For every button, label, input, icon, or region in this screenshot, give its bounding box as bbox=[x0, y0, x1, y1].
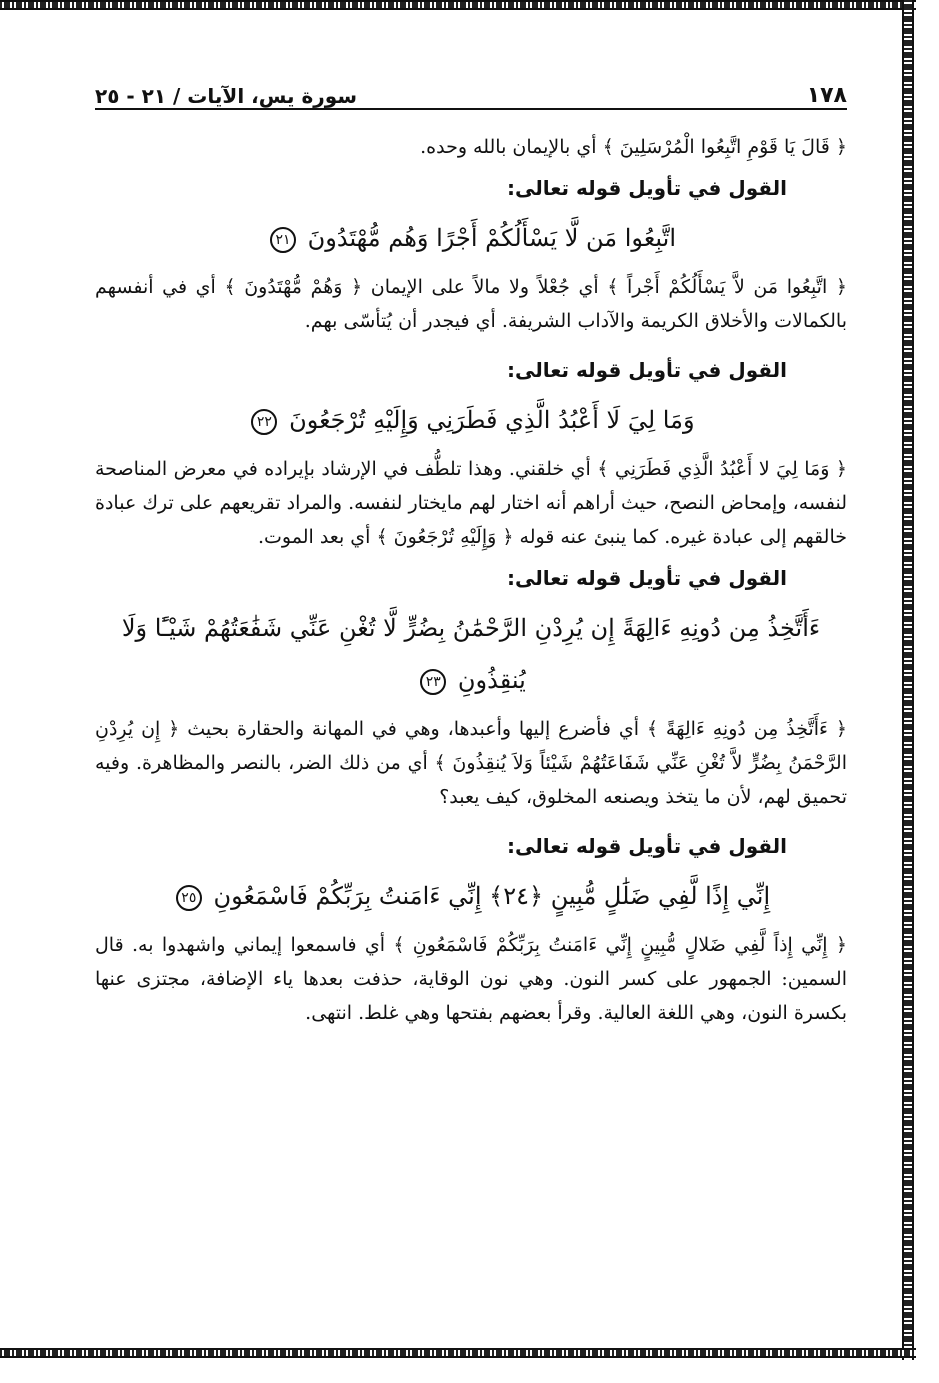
page-content bbox=[95, 130, 847, 1030]
quran-verse bbox=[95, 212, 847, 264]
page bbox=[95, 60, 847, 1024]
commentary-paragraph: ﴿ وَمَا لِيَ لا أَعْبُدُ الَّذِي فَطَرَنِي ﴾ أي خلقني. وهذا تلطُّف في الإرشاد بإيراده في معرض المناصحة لنفسه، وإمحاض النصح، حيث أراهم أنه اختار لهم مايختار لنفسه. والمراد تقريعهم على ترك عبادة خالقهم إلى عبادة غيره. كما ينبئ عنه قوله ﴿ وَإِلَيْهِ تُرْجَعُونَ ﴾ أي بعد الموت. bbox=[95, 458, 847, 548]
section-heading: القول في تأويل قوله تعالى: bbox=[507, 358, 787, 382]
commentary-paragraph: ﴿ اتَّبِعُوا مَن لاَّ يَسْأَلُكُمْ أَجْراً ﴾ أي جُعْلاً ولا مالاً على الإيمان ﴿ وَهُمْ مُّهْتَدُونَ ﴾ أي في أنفسهم بالكمالات والأخلاق الكريمة والآداب الشريفة. أي فيجدر أن يُتأسّى بهم. bbox=[95, 276, 847, 332]
section-heading: القول في تأويل قوله تعالى: bbox=[507, 834, 787, 858]
commentary-paragraph: ﴿ قَالَ يَا قَوْمِ اتَّبِعُوا الْمُرْسَلِينَ ﴾ أي بالإيمان بالله وحده. bbox=[420, 136, 847, 158]
verse-number: ٢٣ bbox=[420, 669, 446, 695]
page-header bbox=[95, 60, 847, 110]
section-heading: القول في تأويل قوله تعالى: bbox=[507, 566, 787, 590]
border-right bbox=[902, 0, 914, 1360]
verse-text: إِنِّي إِذًا لَّفِي ضَلَٰلٍ مُّبِينٍ ﴿٢٤﴾ إِنِّي ءَامَنتُ بِرَبِّكُمْ فَاسْمَعُونِ bbox=[213, 882, 771, 910]
verse-text: اتَّبِعُوا مَن لَّا يَسْأَلُكُمْ أَجْرًا وَهُم مُّهْتَدُونَ bbox=[307, 224, 676, 252]
quran-verse bbox=[95, 602, 847, 706]
verse-number: ٢١ bbox=[270, 227, 296, 253]
section-heading: القول في تأويل قوله تعالى: bbox=[507, 176, 787, 200]
commentary-paragraph: ﴿ إِنِّي إِذاً لَّفِي ضَلالٍ مُّبِينٍ إِنِّي ءَامَنتُ بِرَبِّكُمْ فَاسْمَعُونِ ﴾ أي فاسمعوا إيماني واشهدوا به. قال السمين: الجمهور على كسر النون. وهي نون الوقاية، حذفت بعدها ياء الإضافة، مجتزى عنها بكسرة النون، وهي اللغة العالية. وقرأ بعضهم بفتحها وهي غلط. انتهى. bbox=[95, 934, 847, 1024]
page-number: ١٧٨ bbox=[806, 83, 847, 108]
quran-verse bbox=[95, 394, 847, 446]
quran-verse bbox=[95, 870, 847, 922]
running-title: سورة يس، الآيات / ٢١ - ٢٥ bbox=[95, 84, 358, 108]
verse-number: ٢٥ bbox=[176, 885, 202, 911]
verse-text: ءَأَتَّخِذُ مِن دُونِهِ ءَالِهَةً إِن يُرِدْنِ الرَّحْمَٰنُ بِضُرٍّ لَّا تُغْنِ عَنِّي شَفَٰعَتُهُمْ شَيْـًٔا وَلَا يُنقِذُونِ bbox=[121, 614, 821, 694]
commentary-paragraph: ﴿ ءَأَتَّخِذُ مِن دُونِهِ ءَالِهَةً ﴾ أي فأضرع إليها وأعبدها، وهي في المهانة والحقارة بحيث ﴿ إِن يُرِدْنِ الرَّحْمَنُ بِضُرٍّ لاَّ تُغْنِ عَنِّي شَفَاعَتُهُمْ شَيْئاً وَلاَ يُنقِذُونَ ﴾ أي من ذلك الضر، بالنصر والمظاهرة. وفيه تحميق لهم، لأن ما يتخذ ويصنعه المخلوق، كيف يعبد؟ bbox=[95, 718, 847, 808]
verse-text: وَمَا لِيَ لَا أَعْبُدُ الَّذِي فَطَرَنِي وَإِلَيْهِ تُرْجَعُونَ bbox=[289, 406, 695, 434]
border-bottom bbox=[0, 1348, 916, 1358]
verse-number: ٢٢ bbox=[251, 409, 277, 435]
border-top bbox=[0, 0, 916, 10]
